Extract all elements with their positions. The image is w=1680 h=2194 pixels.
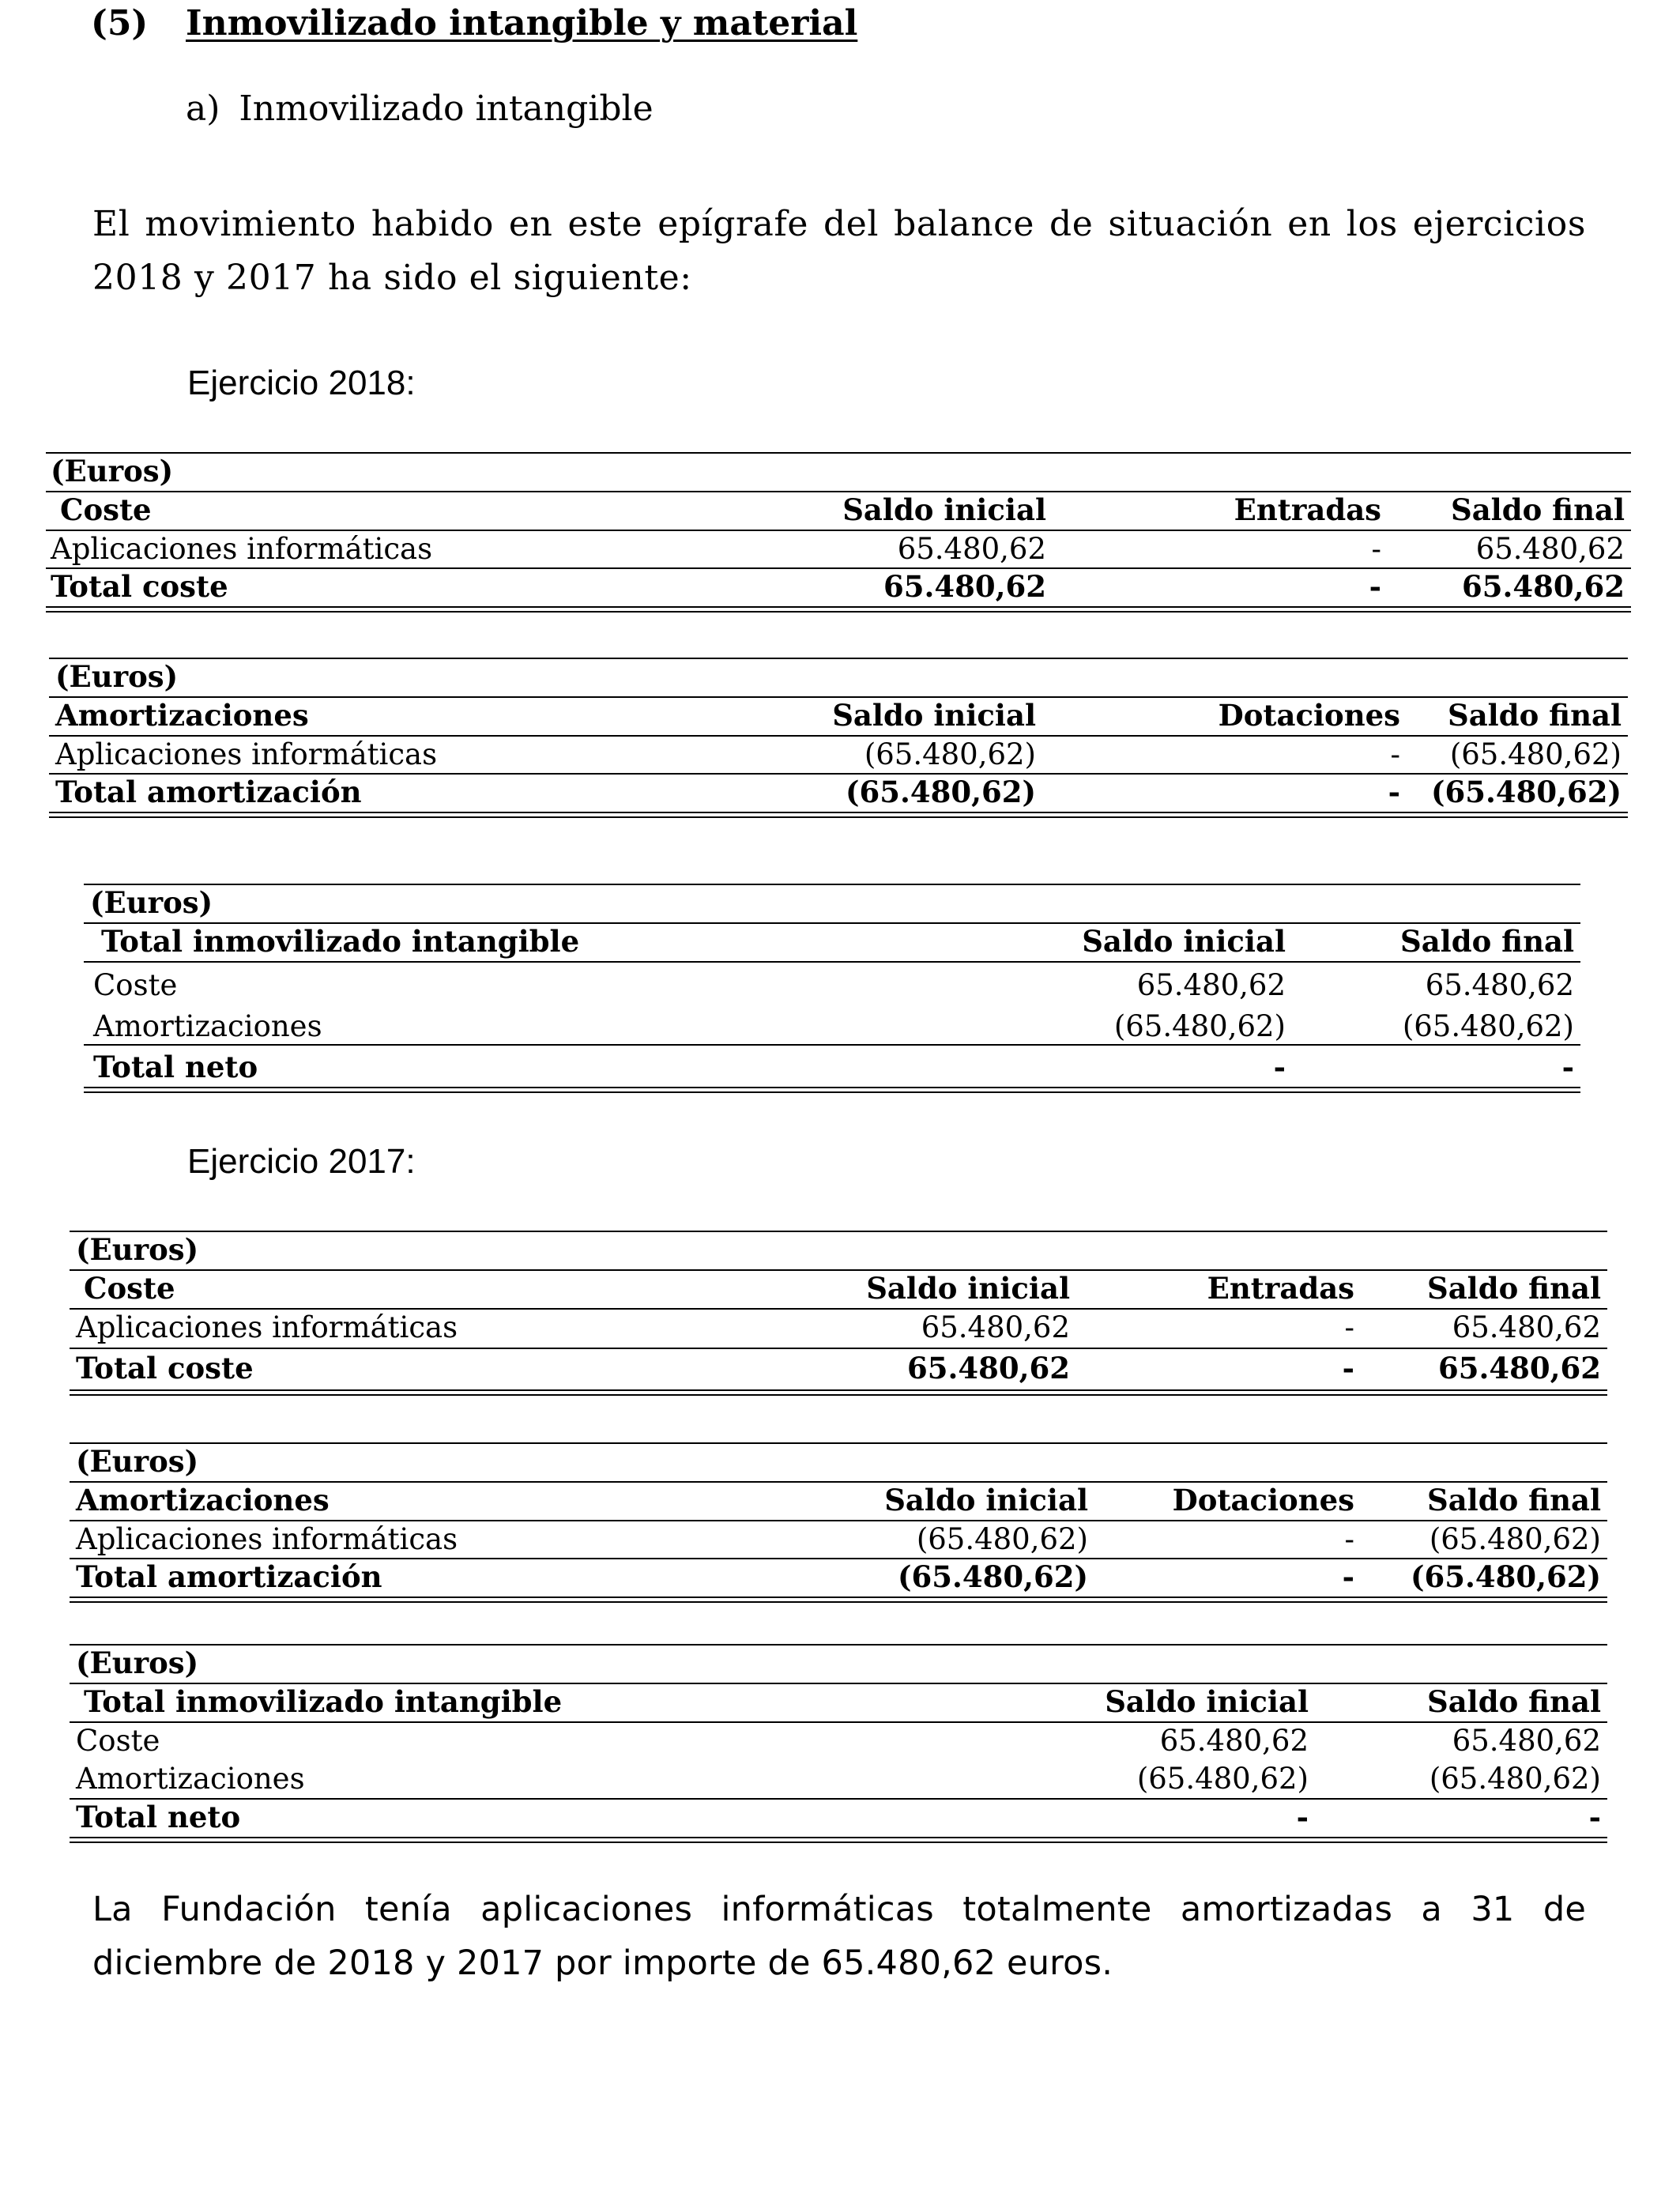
total-saldo-inicial: 65.480,62 <box>883 569 1046 604</box>
total-entradas: - <box>1369 569 1381 604</box>
total-row <box>70 1798 1607 1837</box>
unit-row <box>70 1442 1607 1481</box>
row-saldo-inicial: (65.480,62) <box>1113 1009 1286 1043</box>
total-row <box>84 1048 1580 1087</box>
total-row <box>70 1558 1607 1596</box>
total-label: Total neto <box>76 1800 241 1834</box>
total-saldo-inicial: 65.480,62 <box>907 1351 1070 1385</box>
double-rule <box>70 1596 1607 1603</box>
total-label: Total amortización <box>76 1559 382 1594</box>
col-header-saldo-final: Saldo final <box>1426 1684 1601 1719</box>
header-row <box>70 1269 1607 1308</box>
total-saldo-inicial: (65.480,62) <box>846 775 1036 809</box>
col-header-entradas: Entradas <box>1207 1271 1354 1306</box>
double-rule <box>70 1389 1607 1396</box>
col-header-concept: Coste <box>60 492 152 527</box>
total-saldo-final: - <box>1588 1800 1601 1834</box>
total-label: Total coste <box>51 569 228 604</box>
row-entradas: - <box>1371 532 1381 566</box>
total-dotaciones: - <box>1388 775 1400 809</box>
col-header-dotaciones: Dotaciones <box>1172 1483 1354 1517</box>
table-row <box>46 530 1631 568</box>
row-label: Amortizaciones <box>93 1009 322 1043</box>
table-row <box>84 1007 1580 1046</box>
row-saldo-final: (65.480,62) <box>1402 1009 1574 1043</box>
total-saldo-inicial: - <box>1273 1050 1286 1084</box>
table-row <box>70 1759 1607 1798</box>
total-saldo-final: - <box>1561 1050 1574 1084</box>
col-header-saldo-final: Saldo final <box>1447 698 1622 733</box>
double-rule <box>70 1837 1607 1843</box>
double-rule <box>46 606 1631 613</box>
unit-row <box>84 884 1580 922</box>
row-saldo-final: 65.480,62 <box>1425 968 1574 1002</box>
row-saldo-inicial: 65.480,62 <box>1136 968 1286 1002</box>
subsection-heading <box>186 85 654 133</box>
table-row <box>70 1308 1607 1347</box>
row-label: Amortizaciones <box>76 1762 305 1796</box>
row-label: Coste <box>76 1724 160 1758</box>
row-saldo-inicial: (65.480,62) <box>864 737 1036 771</box>
header-row <box>49 696 1628 735</box>
row-label: Aplicaciones informáticas <box>76 1310 458 1344</box>
row-dotaciones: - <box>1390 737 1400 771</box>
table-2018-neto <box>84 884 1580 1093</box>
total-saldo-final: (65.480,62) <box>1431 775 1622 809</box>
table-2017-amortizaciones <box>70 1442 1607 1600</box>
unit-row <box>70 1644 1607 1683</box>
col-header-saldo-final: Saldo final <box>1426 1271 1601 1306</box>
row-saldo-inicial: (65.480,62) <box>1136 1762 1309 1796</box>
total-saldo-final: 65.480,62 <box>1438 1351 1601 1385</box>
table-row <box>84 966 1580 1005</box>
row-dotaciones: - <box>1344 1522 1354 1556</box>
total-saldo-final: (65.480,62) <box>1411 1559 1601 1594</box>
col-header-concept: Total inmovilizado intangible <box>101 924 580 959</box>
col-header-concept: Coste <box>84 1271 175 1306</box>
total-row <box>70 1349 1607 1388</box>
table-row <box>49 735 1628 774</box>
total-label: Total amortización <box>55 775 362 809</box>
row-label: Coste <box>93 968 178 1002</box>
row-saldo-final: 65.480,62 <box>1475 532 1625 566</box>
total-row <box>49 773 1628 812</box>
total-label: Total neto <box>93 1050 258 1084</box>
row-label: Aplicaciones informáticas <box>76 1522 458 1556</box>
col-header-saldo-inicial: Saldo inicial <box>1105 1684 1309 1719</box>
col-header-saldo-final: Saldo final <box>1399 924 1574 959</box>
col-header-saldo-final: Saldo final <box>1450 492 1625 527</box>
unit-label: (Euros) <box>76 1232 199 1267</box>
col-header-concept: Total inmovilizado intangible <box>84 1684 563 1719</box>
header-row <box>70 1481 1607 1520</box>
ejercicio-2017-heading: Ejercicio 2017: <box>187 1142 416 1181</box>
table-2017-neto <box>70 1644 1607 1842</box>
total-saldo-final: 65.480,62 <box>1462 569 1625 604</box>
table-2017-coste <box>70 1231 1607 1393</box>
subsection-title: Inmovilizado intangible <box>239 89 654 129</box>
total-saldo-inicial: (65.480,62) <box>898 1559 1088 1594</box>
total-row <box>46 567 1631 606</box>
col-header-concept: Amortizaciones <box>55 698 309 733</box>
col-header-saldo-inicial: Saldo inicial <box>842 492 1046 527</box>
double-rule <box>84 1087 1580 1093</box>
double-rule <box>49 812 1628 818</box>
total-dotaciones: - <box>1342 1559 1354 1594</box>
total-label: Total coste <box>76 1351 254 1385</box>
row-saldo-final: (65.480,62) <box>1429 1522 1601 1556</box>
row-saldo-inicial: (65.480,62) <box>916 1522 1088 1556</box>
header-row <box>84 922 1580 961</box>
intro-paragraph: El movimiento habido en este epígrafe del balance de situación en los ejercicios 2018 y 2017 ha sido el siguiente: <box>92 204 1586 298</box>
unit-row <box>70 1231 1607 1269</box>
total-saldo-inicial: - <box>1296 1800 1309 1834</box>
table-2018-coste <box>46 452 1631 610</box>
header-row <box>46 491 1631 530</box>
col-header-entradas: Entradas <box>1234 492 1381 527</box>
row-saldo-final: (65.480,62) <box>1449 737 1622 771</box>
col-header-saldo-inicial: Saldo inicial <box>884 1483 1088 1517</box>
col-header-saldo-inicial: Saldo inicial <box>866 1271 1070 1306</box>
unit-row <box>46 452 1631 491</box>
ejercicio-2018-heading: Ejercicio 2018: <box>187 364 416 402</box>
row-saldo-inicial: 65.480,62 <box>897 532 1046 566</box>
closing-paragraph: La Fundación tenía aplicaciones informáticas totalmente amortizadas a 31 de diciembre de 2018 y 2017 por importe de 65.480,62 euros. <box>92 1890 1586 1983</box>
unit-row <box>49 658 1628 696</box>
rule <box>84 1044 1580 1046</box>
row-saldo-inicial: 65.480,62 <box>921 1310 1070 1344</box>
unit-label: (Euros) <box>90 885 213 920</box>
row-label: Aplicaciones informáticas <box>51 532 433 566</box>
row-entradas: - <box>1344 1310 1354 1344</box>
row-label: Aplicaciones informáticas <box>55 737 438 771</box>
unit-label: (Euros) <box>76 1444 199 1479</box>
unit-label: (Euros) <box>55 659 179 694</box>
col-header-saldo-inicial: Saldo inicial <box>832 698 1036 733</box>
total-entradas: - <box>1342 1351 1354 1385</box>
table-row <box>70 1721 1607 1760</box>
col-header-saldo-inicial: Saldo inicial <box>1082 924 1286 959</box>
row-saldo-final: (65.480,62) <box>1429 1762 1601 1796</box>
section-title: Inmovilizado intangible y material <box>186 3 858 43</box>
unit-label: (Euros) <box>51 454 174 488</box>
table-2018-amortizaciones <box>49 658 1628 816</box>
section-number: (5) <box>91 3 149 43</box>
subsection-label: a) <box>186 89 220 129</box>
table-row <box>70 1520 1607 1559</box>
col-header-dotaciones: Dotaciones <box>1218 698 1400 733</box>
col-header-concept: Amortizaciones <box>76 1483 330 1517</box>
col-header-saldo-final: Saldo final <box>1426 1483 1601 1517</box>
row-saldo-final: 65.480,62 <box>1452 1310 1601 1344</box>
header-row <box>70 1683 1607 1721</box>
unit-label: (Euros) <box>76 1646 199 1680</box>
row-saldo-inicial: 65.480,62 <box>1159 1724 1309 1758</box>
rule <box>84 961 1580 963</box>
row-saldo-final: 65.480,62 <box>1452 1724 1601 1758</box>
